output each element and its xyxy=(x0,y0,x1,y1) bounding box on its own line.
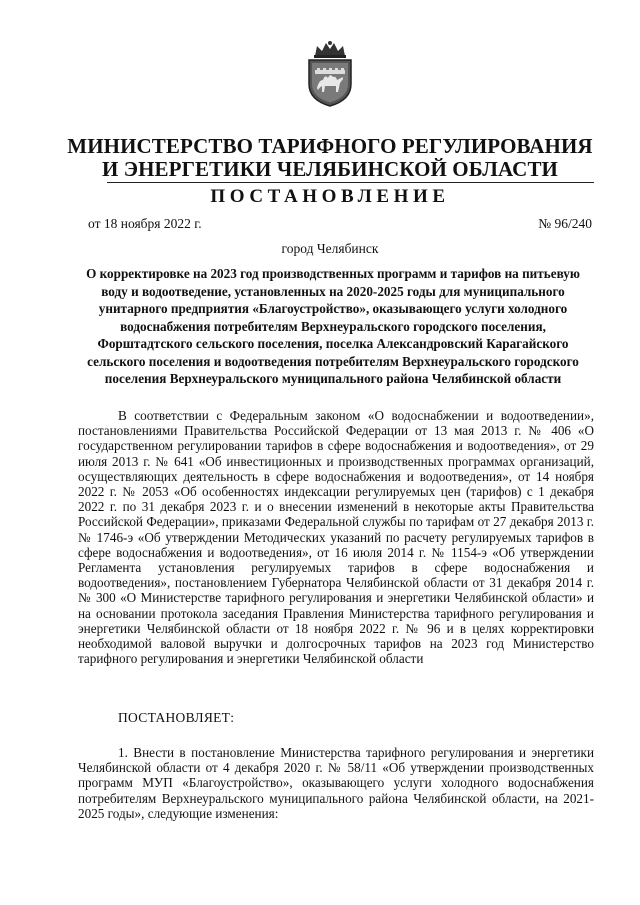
ministry-name-line1: МИНИСТЕРСТВО ТАРИФНОГО РЕГУЛИРОВАНИЯ xyxy=(67,134,593,158)
body-paragraph-1: В соответствии с Федеральным законом «О водоснабжении и водоотведении», постановлениями Правительства Российской Федерации от 13 мая 2013 г. № 406 «О государственном регулировании тарифов в сфере водоснабжения и водоотведения», от 29 июля 2013 г. № 641 «Об инвестиционных и производственных программах организаций, осуществляющих деятельность в сфере водоснабжения и водоотведения», от 14 ноября 2022 г. № 2053 «Об особенностях индексации регулируемых цен (тарифов) с 1 декабря 2022 г. по 31 декабря 2023 г. и о внесении изменений в некоторые акты Правительства Российской Федерации», приказами Федеральной службы по тарифам от 27 декабря 2013 г. № 1746-э «Об утверждении Методических указаний по расчету регулируемых тарифов в сфере водоснабжения и водоотведения», от 16 июля 2014 г. № 1154-э «Об утверждении Регламента установления регулируемых тарифов в сфере водоснабжения и водоотведения», постановлением Губернатора Челябинской области от 31 декабря 2014 г. № 300 «О Министерстве тарифного регулирования и энергетики Челябинской области» и на основании протокола заседания Правления Министерства тарифного регулирования и энергетики Челябинской области от 18 ноября 2022 г. № 96 и в целях корректировки необходимой валовой выручки и долгосрочных тарифов на 2023 год Министерство тарифного регулирования и энергетики Челябинской области xyxy=(78,408,594,667)
header-divider xyxy=(107,182,594,183)
document-number: № 96/240 xyxy=(538,216,592,231)
coat-of-arms-icon xyxy=(303,40,357,108)
document-type: ПОСТАНОВЛЕНИЕ xyxy=(210,186,450,207)
document-city: город Челябинск xyxy=(281,241,379,256)
ministry-name-line2: И ЭНЕРГЕТИКИ ЧЕЛЯБИНСКОЙ ОБЛАСТИ xyxy=(102,157,558,181)
body-paragraph-2: 1. Внести в постановление Министерства тарифного регулирования и энергетики Челябинской области от 4 декабря 2020 г. № 58/11 «Об утверждении производственных программ МУП «Благоустройство», оказывающего услуги холодного водоснабжения потребителям Верхнеуральского муниципального района Челябинской области, на 2021-2025 годы», следующие изменения: xyxy=(78,745,594,821)
document-heading: О корректировке на 2023 год производственных программ и тарифов на питьевую воду и водоотведение, установленных на 2020-2025 годы для муниципального унитарного предприятия «Благоустройство», оказывающего услуги холодного водоснабжения потребителям Верхнеуральского городского поселения, Форштадтского сельского поселения, поселка Александровский Карагайского сельского поселения и водоотведения потребителям Верхнеуральского городского поселения Верхнеуральского муниципального района Челябинской области xyxy=(86,266,580,386)
document-date: от 18 ноября 2022 г. xyxy=(88,216,202,231)
decree-word: ПОСТАНОВЛЯЕТ: xyxy=(118,710,235,725)
